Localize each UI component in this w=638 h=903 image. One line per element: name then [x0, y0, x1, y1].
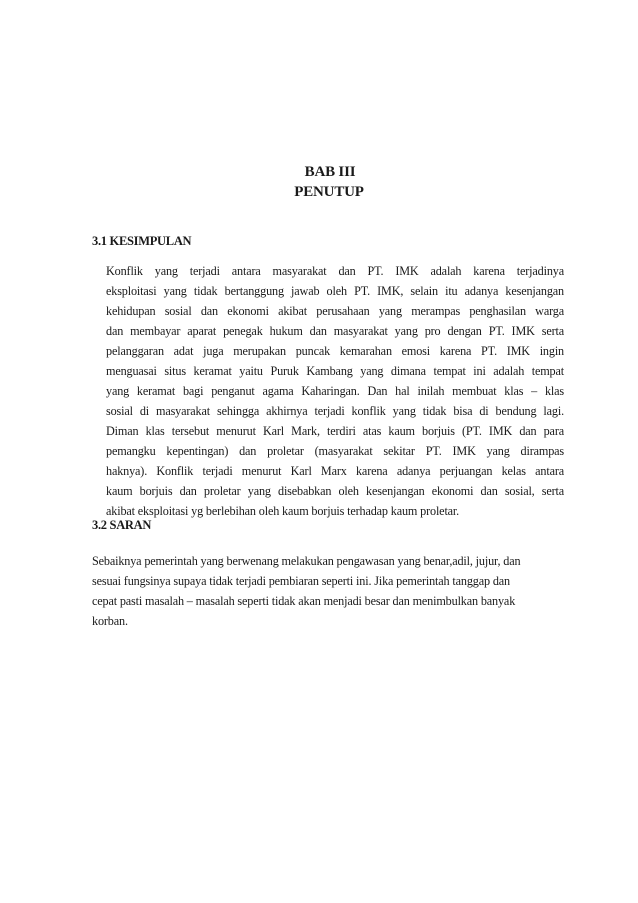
- paragraph-line: yang keramat bagi penganut agama Kaharingan. Dan hal inilah membuat klas – klas: [106, 384, 564, 398]
- paragraph-line: pemangku kepentingan) dan proletar (masyarakat sekitar PT. IMK yang dirampas: [106, 444, 564, 458]
- paragraph-line: akibat eksploitasi yg berlebihan oleh kaum borjuis terhadap kaum proletar.: [106, 504, 460, 518]
- paragraph-line: pelanggaran adat juga merupakan puncak kemarahan emosi karena PT. IMK ingin: [106, 344, 564, 358]
- paragraph-line: kaum borjuis dan proletar yang disebabkan oleh kesenjangan ekonomi dan sosial, serta: [106, 484, 564, 498]
- paragraph-line: sosial di masyarakat sehingga akhirnya terjadi konflik yang tidak bisa di bendung lagi.: [106, 404, 564, 418]
- paragraph-line: Sebaiknya pemerintah yang berwenang melakukan pengawasan yang benar,adil, jujur, dan: [92, 554, 521, 568]
- paragraph-line: haknya). Konflik terjadi menurut Karl Marx karena adanya perjuangan kelas antara: [106, 464, 564, 478]
- paragraph-line: cepat pasti masalah – masalah seperti tidak akan menjadi besar dan menimbulkan banyak: [92, 594, 516, 608]
- chapter-title: PENUTUP: [294, 184, 364, 200]
- paragraph-line: Diman klas tersebut menurut Karl Mark, terdiri atas kaum borjuis (PT. IMK dan para: [106, 424, 564, 438]
- paragraph-line: menguasai situs keramat yaitu Puruk Kambang yang dimana tempat ini adalah tempat: [106, 364, 564, 378]
- paragraph-line: kehidupan sosial dan ekonomi akibat perusahaan yang merampas penghasilan warga: [106, 304, 564, 318]
- paragraph-line: dan membayar aparat penegak hukum dan masyarakat yang pro dengan PT. IMK serta: [106, 324, 564, 338]
- section-heading-saran: 3.2 SARAN: [92, 518, 152, 532]
- paragraph-line: Konflik yang terjadi antara masyarakat dan PT. IMK adalah karena terjadinya: [106, 264, 564, 278]
- paragraph-line: eksploitasi yang tidak bertanggung jawab oleh PT. IMK, selain itu adanya kesenjangan: [106, 284, 564, 298]
- paragraph-line: korban.: [92, 614, 128, 628]
- section-heading-kesimpulan: 3.1 KESIMPULAN: [92, 234, 192, 248]
- chapter-number: BAB III: [304, 164, 356, 180]
- paragraph-line: sesuai fungsinya supaya tidak terjadi pembiaran seperti ini. Jika pemerintah tanggap dan: [92, 574, 510, 588]
